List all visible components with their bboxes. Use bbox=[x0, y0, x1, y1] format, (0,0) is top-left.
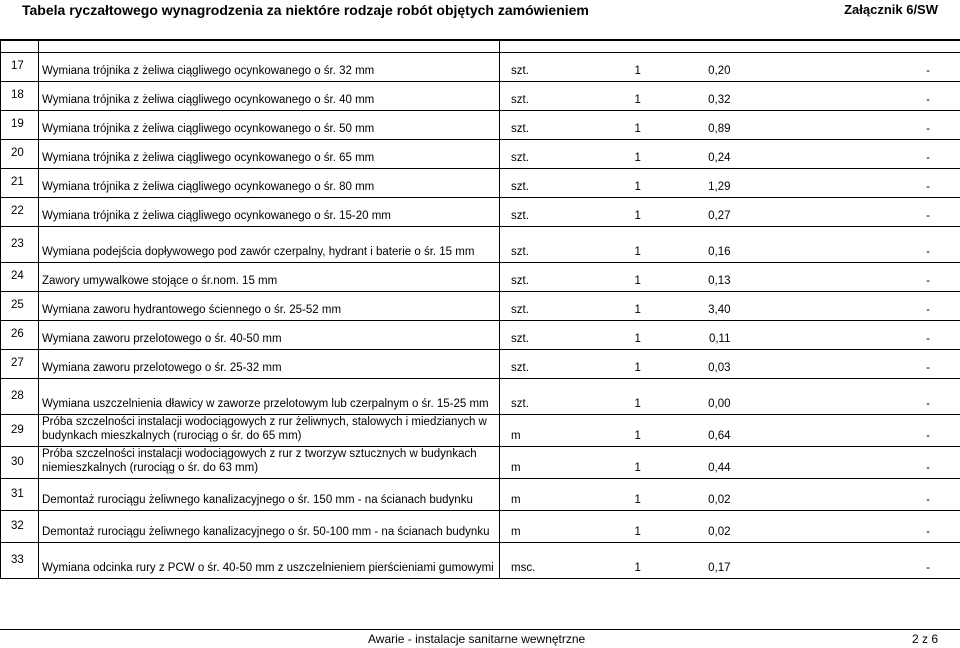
document-title: Tabela ryczałtowego wynagrodzenia za niektóre rodzaje robót objętych zamówieniem bbox=[22, 2, 589, 18]
cell-unit: m bbox=[500, 447, 563, 479]
cell-no: 21 bbox=[1, 169, 39, 198]
cell-unit: szt. bbox=[500, 350, 563, 379]
cell-no: 32 bbox=[1, 511, 39, 543]
table-row bbox=[1, 227, 960, 263]
table-row bbox=[1, 82, 960, 111]
cell-value: - bbox=[737, 415, 960, 447]
cell-qty: 1 bbox=[563, 169, 678, 198]
table-row bbox=[1, 350, 960, 379]
cell-unit: szt. bbox=[500, 263, 563, 292]
cell-unit: szt. bbox=[500, 198, 563, 227]
table-row bbox=[1, 379, 960, 415]
cell-price: 0,17 bbox=[678, 543, 737, 579]
cell-no: 18 bbox=[1, 82, 39, 111]
cell-desc: Zawory umywalkowe stojące o śr.nom. 15 mm bbox=[39, 263, 500, 292]
cell-value: - bbox=[737, 447, 960, 479]
cell-price: 3,40 bbox=[678, 292, 737, 321]
cell-desc: Wymiana uszczelnienia dławicy w zaworze przelotowym lub czerpalnym o śr. 15-25 mm bbox=[39, 379, 500, 415]
cell-no: 24 bbox=[1, 263, 39, 292]
table-row bbox=[1, 415, 960, 447]
cell-no: 25 bbox=[1, 292, 39, 321]
cell-qty: 1 bbox=[563, 53, 678, 82]
cell-desc: Demontaż rurociągu żeliwnego kanalizacyjnego o śr. 150 mm - na ścianach budynku bbox=[39, 479, 500, 511]
cell-no: 31 bbox=[1, 479, 39, 511]
cell-unit: m bbox=[500, 479, 563, 511]
cell-value: - bbox=[737, 53, 960, 82]
cell-price: 0,32 bbox=[678, 82, 737, 111]
cell-qty: 1 bbox=[563, 82, 678, 111]
cell-price: 0,11 bbox=[678, 321, 737, 350]
cell-price: 0,27 bbox=[678, 198, 737, 227]
table-row bbox=[1, 111, 960, 140]
cell-qty: 1 bbox=[563, 140, 678, 169]
cell-value: - bbox=[737, 350, 960, 379]
cell-price: 0,13 bbox=[678, 263, 737, 292]
cell-unit: szt. bbox=[500, 227, 563, 263]
cell-unit: szt. bbox=[500, 82, 563, 111]
cell-price: 0,64 bbox=[678, 415, 737, 447]
cell-desc: Wymiana podejścia dopływowego pod zawór czerpalny, hydrant i baterie o śr. 15 mm bbox=[39, 227, 500, 263]
cell-qty: 1 bbox=[563, 321, 678, 350]
table-row bbox=[1, 198, 960, 227]
cell-qty: 1 bbox=[563, 415, 678, 447]
cell-qty: 1 bbox=[563, 447, 678, 479]
cell-unit: szt. bbox=[500, 321, 563, 350]
cell-unit: szt. bbox=[500, 169, 563, 198]
cell-desc: Wymiana trójnika z żeliwa ciągliwego ocynkowanego o śr. 40 mm bbox=[39, 82, 500, 111]
table-row bbox=[1, 321, 960, 350]
table-header-blank-row bbox=[1, 41, 960, 53]
cell-value: - bbox=[737, 379, 960, 415]
cell-value: - bbox=[737, 111, 960, 140]
cell-desc: Wymiana trójnika z żeliwa ciągliwego ocynkowanego o śr. 32 mm bbox=[39, 53, 500, 82]
table-row bbox=[1, 263, 960, 292]
cell-desc: Wymiana trójnika z żeliwa ciągliwego ocynkowanego o śr. 80 mm bbox=[39, 169, 500, 198]
cell-unit: m bbox=[500, 511, 563, 543]
cell-no: 29 bbox=[1, 415, 39, 447]
cell-value: - bbox=[737, 169, 960, 198]
cell-desc: Wymiana zaworu przelotowego o śr. 40-50 mm bbox=[39, 321, 500, 350]
cell-price: 0,20 bbox=[678, 53, 737, 82]
cell-price: 0,89 bbox=[678, 111, 737, 140]
page-header bbox=[0, 0, 960, 40]
price-table bbox=[0, 40, 960, 579]
cell-desc: Wymiana trójnika z żeliwa ciągliwego ocynkowanego o śr. 50 mm bbox=[39, 111, 500, 140]
cell-unit: szt. bbox=[500, 140, 563, 169]
cell-value: - bbox=[737, 479, 960, 511]
cell-value: - bbox=[737, 198, 960, 227]
table-row bbox=[1, 511, 960, 543]
cell-unit: szt. bbox=[500, 111, 563, 140]
cell-unit: msc. bbox=[500, 543, 563, 579]
cell-price: 0,00 bbox=[678, 379, 737, 415]
cell-price: 1,29 bbox=[678, 169, 737, 198]
cell-unit: szt. bbox=[500, 53, 563, 82]
cell-value: - bbox=[737, 82, 960, 111]
table-row bbox=[1, 140, 960, 169]
cell-price: 0,02 bbox=[678, 479, 737, 511]
cell-value: - bbox=[737, 543, 960, 579]
page-footer bbox=[0, 629, 960, 648]
cell-price: 0,03 bbox=[678, 350, 737, 379]
table-body bbox=[1, 41, 960, 579]
cell-desc: Wymiana trójnika z żeliwa ciągliwego ocynkowanego o śr. 65 mm bbox=[39, 140, 500, 169]
cell-unit: szt. bbox=[500, 292, 563, 321]
cell-qty: 1 bbox=[563, 198, 678, 227]
cell-qty: 1 bbox=[563, 511, 678, 543]
cell-unit: szt. bbox=[500, 379, 563, 415]
cell-no: 28 bbox=[1, 379, 39, 415]
cell-value: - bbox=[737, 511, 960, 543]
annex-label: Załącznik 6/SW bbox=[844, 2, 938, 17]
cell-no: 26 bbox=[1, 321, 39, 350]
cell-qty: 1 bbox=[563, 350, 678, 379]
table-row bbox=[1, 53, 960, 82]
cell-no: 23 bbox=[1, 227, 39, 263]
table-row bbox=[1, 447, 960, 479]
cell-desc: Próba szczelności instalacji wodociągowych z rur z tworzyw sztucznych w budynkach niemieszkalnych (rurociąg o śr. do 63 mm) bbox=[39, 447, 500, 479]
cell-value: - bbox=[737, 227, 960, 263]
cell-no: 30 bbox=[1, 447, 39, 479]
cell-desc: Wymiana trójnika z żeliwa ciągliwego ocynkowanego o śr. 15-20 mm bbox=[39, 198, 500, 227]
footer-page-number: 2 z 6 bbox=[911, 632, 938, 646]
cell-no: 27 bbox=[1, 350, 39, 379]
table-row bbox=[1, 169, 960, 198]
cell-desc: Wymiana zaworu przelotowego o śr. 25-32 mm bbox=[39, 350, 500, 379]
cell-unit: m bbox=[500, 415, 563, 447]
cell-value: - bbox=[737, 140, 960, 169]
cell-no: 20 bbox=[1, 140, 39, 169]
cell-desc: Demontaż rurociągu żeliwnego kanalizacyjnego o śr. 50-100 mm - na ścianach budynku bbox=[39, 511, 500, 543]
cell-price: 0,16 bbox=[678, 227, 737, 263]
cell-desc: Wymiana zaworu hydrantowego ściennego o śr. 25-52 mm bbox=[39, 292, 500, 321]
cell-desc: Wymiana odcinka rury z PCW o śr. 40-50 mm z uszczelnieniem pierścieniami gumowymi bbox=[39, 543, 500, 579]
cell-price: 0,24 bbox=[678, 140, 737, 169]
cell-qty: 1 bbox=[563, 263, 678, 292]
cell-desc: Próba szczelności instalacji wodociągowych z rur żeliwnych, stalowych i miedzianych w budynkach mieszkalnych (rurociąg o śr. do 65 mm) bbox=[39, 415, 500, 447]
table-row bbox=[1, 292, 960, 321]
cell-qty: 1 bbox=[563, 111, 678, 140]
table-row bbox=[1, 479, 960, 511]
cell-value: - bbox=[737, 321, 960, 350]
cell-no: 22 bbox=[1, 198, 39, 227]
cell-no: 19 bbox=[1, 111, 39, 140]
cell-price: 0,44 bbox=[678, 447, 737, 479]
cell-price: 0,02 bbox=[678, 511, 737, 543]
footer-section-title: Awarie - instalacje sanitarne wewnętrzne bbox=[368, 632, 586, 646]
cell-qty: 1 bbox=[563, 543, 678, 579]
cell-qty: 1 bbox=[563, 227, 678, 263]
cell-value: - bbox=[737, 292, 960, 321]
table-row bbox=[1, 543, 960, 579]
cell-no: 33 bbox=[1, 543, 39, 579]
cell-no: 17 bbox=[1, 53, 39, 82]
cell-qty: 1 bbox=[563, 292, 678, 321]
cell-value: - bbox=[737, 263, 960, 292]
cell-qty: 1 bbox=[563, 479, 678, 511]
cell-qty: 1 bbox=[563, 379, 678, 415]
